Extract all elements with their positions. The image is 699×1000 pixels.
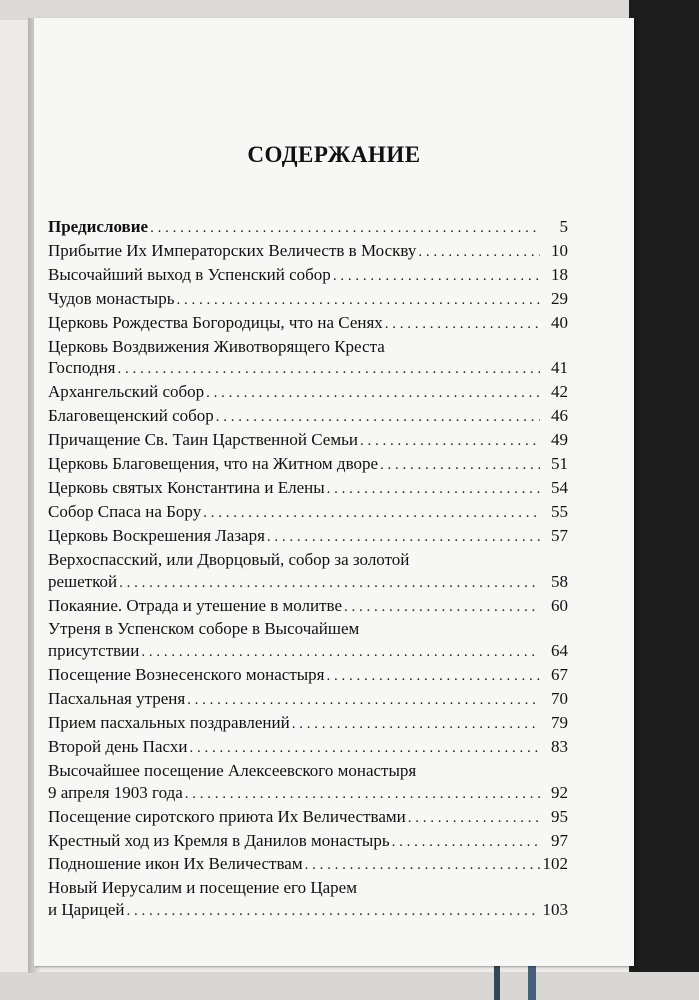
table-of-contents — [48, 216, 568, 923]
toc-entry-title: Высочайший выход в Успенский собор — [48, 264, 331, 284]
toc-entry-title: Церковь Благовещения, что на Житном дворе — [48, 454, 379, 474]
toc-page-number: 92 — [551, 782, 568, 802]
toc-page-number: 49 — [551, 430, 568, 450]
toc-entry — [48, 830, 568, 854]
toc-entry — [48, 477, 568, 501]
dot-leader — [380, 455, 540, 477]
toc-entry-row — [48, 453, 568, 477]
toc-entry-title: Церковь святых Константина и Елены — [48, 477, 325, 497]
toc-page-number: 29 — [551, 288, 568, 308]
toc-entry-row — [48, 899, 568, 923]
toc-page-number: 18 — [551, 264, 568, 284]
dot-leader — [176, 290, 540, 312]
toc-entry-title: Прием пасхальных поздравлений — [48, 713, 290, 733]
toc-entry-row — [48, 664, 568, 688]
toc-entry — [48, 216, 568, 240]
toc-entry-title: Церковь Воскрешения Лазаря — [48, 525, 265, 545]
toc-entry — [48, 712, 568, 736]
toc-entry-row — [48, 429, 568, 453]
toc-entry-title: Подношение икон Их Величествам — [48, 854, 303, 874]
dot-leader — [385, 314, 540, 336]
dot-leader — [141, 642, 540, 664]
toc-page-number: 97 — [551, 830, 568, 850]
toc-entry-row — [48, 736, 568, 760]
toc-entry-title: Архангельский собор — [48, 382, 205, 402]
toc-entry — [48, 501, 568, 525]
toc-entry-title: решеткой — [48, 571, 118, 591]
toc-entry — [48, 336, 568, 382]
dot-leader — [292, 714, 540, 736]
toc-entry-row — [48, 712, 568, 736]
toc-page-number: 5 — [559, 217, 568, 236]
toc-entry-row — [48, 477, 568, 501]
dot-leader — [189, 738, 540, 760]
toc-entry — [48, 240, 568, 264]
toc-entry — [48, 595, 568, 619]
dot-leader — [187, 690, 540, 712]
toc-entry-title: Чудов монастырь — [48, 288, 175, 308]
toc-page-number: 79 — [551, 713, 568, 733]
toc-entry — [48, 525, 568, 549]
toc-entry-row — [48, 688, 568, 712]
bookmark-ribbon — [528, 962, 536, 1000]
toc-entry-title: Покаяние. Отрада и утешение в молитве — [48, 595, 343, 615]
toc-entry — [48, 806, 568, 830]
toc-entry — [48, 760, 568, 806]
toc-entry-title: Церковь Рождества Богородицы, что на Сенях — [48, 312, 383, 332]
toc-page-number: 70 — [551, 689, 568, 709]
toc-page-number: 41 — [551, 358, 568, 378]
dot-leader — [203, 503, 540, 525]
toc-entry-title: Господня — [48, 358, 116, 378]
toc-entry — [48, 405, 568, 429]
dot-leader — [305, 855, 540, 877]
page-title: СОДЕРЖАНИЕ — [247, 142, 421, 167]
toc-entry-row — [48, 853, 568, 877]
toc-page-number: 95 — [551, 806, 568, 826]
bookmark-ribbon — [494, 962, 500, 1000]
toc-entry-row — [48, 312, 568, 336]
dot-leader — [392, 832, 540, 854]
toc-page-number: 46 — [551, 406, 568, 426]
dot-leader — [185, 784, 540, 806]
toc-entry-title-line: Церковь Воздвижения Животворящего Креста — [48, 336, 385, 356]
toc-entry-title: присутствии — [48, 641, 140, 661]
toc-entry — [48, 853, 568, 877]
toc-entry-title: Посещение Вознесенского монастыря — [48, 665, 325, 685]
toc-entry-title: Посещение сиротского приюта Их Величествами — [48, 806, 406, 826]
toc-entry-title: Благовещенский собор — [48, 406, 214, 426]
dot-leader — [267, 527, 540, 549]
toc-entry — [48, 264, 568, 288]
dot-leader — [206, 383, 540, 405]
toc-entry-row — [48, 571, 568, 595]
toc-page-number: 51 — [551, 454, 568, 474]
toc-entry — [48, 429, 568, 453]
toc-entry-row — [48, 501, 568, 525]
toc-entry-row — [48, 640, 568, 664]
toc-entry-title-line: Высочайшее посещение Алексеевского монастыря — [48, 760, 417, 780]
toc-entry — [48, 549, 568, 595]
toc-entry-title: Прибытие Их Императорских Величеств в Москву — [48, 240, 417, 260]
dot-leader — [360, 431, 540, 453]
dot-leader — [117, 359, 540, 381]
toc-entry-row — [48, 806, 568, 830]
dot-leader — [333, 266, 540, 288]
toc-page-number: 57 — [551, 525, 568, 545]
toc-page-number: 10 — [551, 240, 568, 260]
book-cover-edge — [629, 0, 699, 1000]
toc-entry — [48, 664, 568, 688]
toc-page-number: 42 — [551, 382, 568, 402]
toc-page-number: 58 — [551, 571, 568, 591]
toc-entry-title: Второй день Пасхи — [48, 736, 188, 756]
toc-entry-row — [48, 357, 568, 381]
toc-page-number: 102 — [542, 854, 568, 874]
toc-entry-title: 9 апреля 1903 года — [48, 782, 183, 802]
toc-page-number: 60 — [551, 595, 568, 615]
toc-entry-row — [48, 525, 568, 549]
toc-entry-title: Предисловие — [48, 217, 149, 236]
toc-entry — [48, 688, 568, 712]
toc-entry — [48, 736, 568, 760]
toc-entry — [48, 312, 568, 336]
toc-page-number: 67 — [551, 665, 568, 685]
toc-entry-title-line: Новый Иерусалим и посещение его Царем — [48, 878, 357, 898]
dot-leader — [150, 218, 540, 240]
toc-entry-row — [48, 288, 568, 312]
toc-entry-title: Пасхальная утреня — [48, 689, 186, 709]
dot-leader — [216, 407, 540, 429]
dot-leader — [418, 242, 540, 264]
toc-page-number: 55 — [551, 501, 568, 521]
toc-entry-title-line: Верхоспасский, или Дворцовый, собор за золотой — [48, 549, 410, 569]
toc-page-number: 40 — [551, 312, 568, 332]
toc-page-number: 54 — [551, 477, 568, 497]
toc-entry-row — [48, 405, 568, 429]
toc-entry — [48, 618, 568, 664]
dot-leader — [408, 808, 540, 830]
toc-page-number: 83 — [551, 736, 568, 756]
toc-entry — [48, 288, 568, 312]
dot-leader — [119, 573, 540, 595]
toc-entry-title: Причащение Св. Таин Царственной Семьи — [48, 430, 358, 450]
toc-entry — [48, 453, 568, 477]
toc-entry-row — [48, 216, 568, 240]
dot-leader — [344, 597, 540, 619]
toc-page-number: 64 — [551, 641, 568, 661]
toc-entry-row — [48, 240, 568, 264]
toc-entry-title: и Царицей — [48, 900, 125, 920]
book-page — [34, 18, 634, 966]
toc-entry-row — [48, 782, 568, 806]
toc-page-number: 103 — [542, 900, 568, 920]
toc-entry — [48, 381, 568, 405]
toc-entry-title-line: Утреня в Успенском соборе в Высочайшем — [48, 619, 360, 639]
toc-entry-row — [48, 264, 568, 288]
book-cover-bottom — [0, 972, 699, 1000]
toc-entry — [48, 877, 568, 923]
toc-entry-title: Собор Спаса на Бору — [48, 501, 202, 521]
book-cover-top — [0, 0, 699, 20]
toc-entry-row — [48, 595, 568, 619]
toc-entry-row — [48, 381, 568, 405]
dot-leader — [327, 666, 541, 688]
dot-leader — [127, 901, 540, 923]
dot-leader — [327, 479, 540, 501]
toc-entry-title: Крестный ход из Кремля в Данилов монастырь — [48, 830, 390, 850]
toc-entry-row — [48, 830, 568, 854]
